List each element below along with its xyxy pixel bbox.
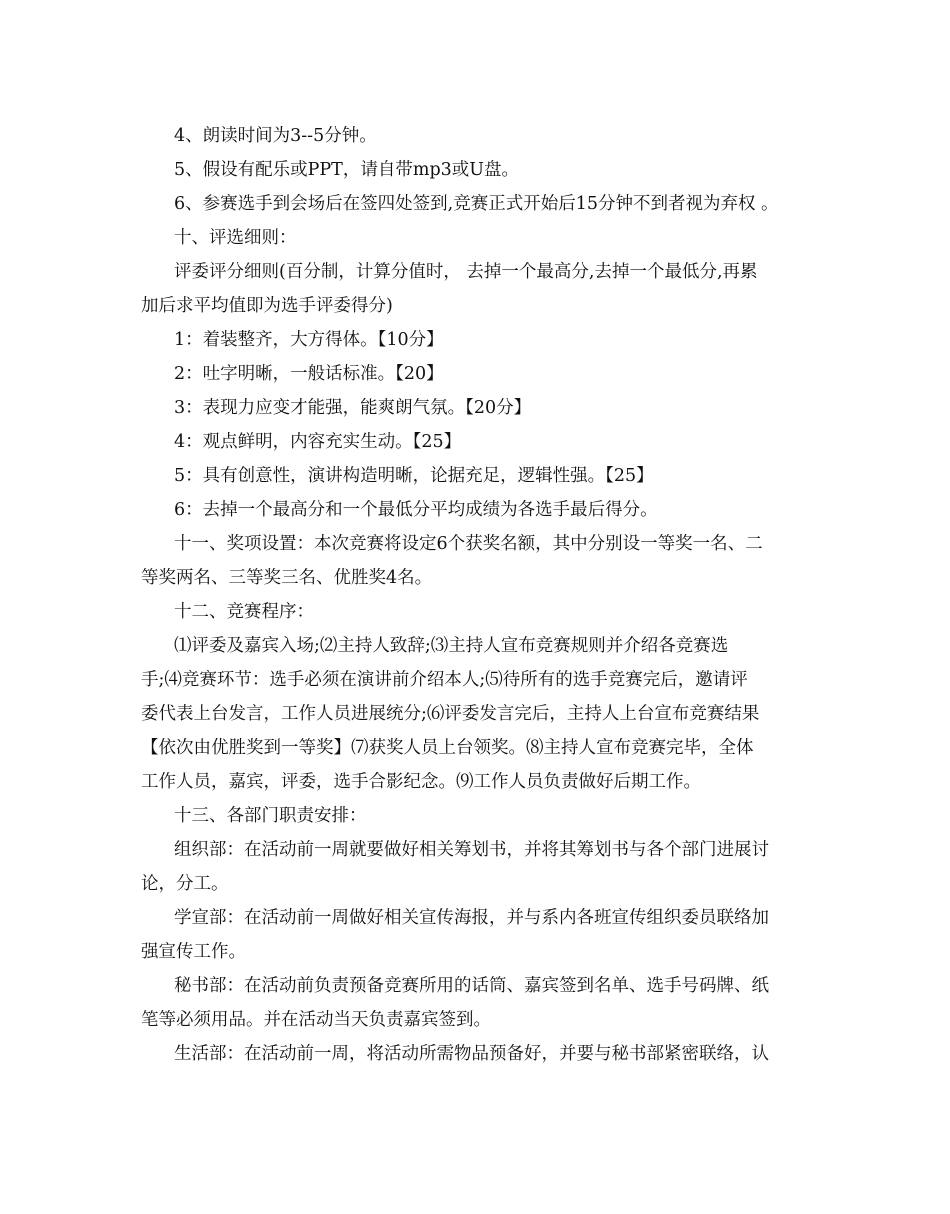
- list-item: 5：具有创意性，演讲构造明晰，论据充足，逻辑性强。【25】: [174, 466, 654, 486]
- list-item: 6：去掉一个最高分和一个最低分平均成绩为各选手最后得分。: [174, 500, 658, 520]
- section-heading: 十二、竞赛程序：: [174, 602, 314, 622]
- list-item: 1：着装整齐，大方得体。【10分】: [174, 330, 444, 350]
- text-line: 评委评分细则(百分制，计算分值时， 去掉一个最高分,去掉一个最低分,再累: [174, 262, 758, 282]
- text-line: 强宣传工作。: [141, 942, 246, 962]
- text-line: 组织部：在活动前一周就要做好相关筹划书，并将其筹划书与各个部门进展讨: [174, 840, 769, 860]
- section-heading: 十、评选细则：: [174, 228, 297, 248]
- text-line: 4、朗读时间为3--5分钟。: [174, 126, 377, 146]
- text-line: 工作人员，嘉宾，评委，选手合影纪念。⑼工作人员负责做好后期工作。: [141, 772, 701, 792]
- list-item: 2：吐字明晰，一般话标准。【20】: [174, 364, 444, 384]
- text-line: 生活部：在活动前一周，将活动所需物品预备好，并要与秘书部紧密联络，认: [174, 1044, 769, 1064]
- text-line: 秘书部：在活动前负责预备竞赛所用的话筒、嘉宾签到名单、选手号码牌、纸: [174, 976, 769, 996]
- text-line: 学宣部：在活动前一周做好相关宣传海报，并与系内各班宣传组织委员联络加: [174, 908, 769, 928]
- text-line: 6、参赛选手到会场后在签四处签到,竞赛正式开始后15分钟不到者视为弃权 。: [174, 194, 779, 214]
- list-item: 3：表现力应变才能强，能爽朗气氛。【20分】: [174, 398, 532, 418]
- text-line: 委代表上台发言，工作人员进展统分;⑹评委发言完后，主持人上台宣布竞赛结果: [141, 704, 760, 724]
- section-heading: 十一、奖项设置：本次竞赛将设定6个获奖名额，其中分别设一等奖一名、二: [174, 534, 763, 554]
- text-line: ⑴评委及嘉宾入场;⑵主持人致辞;⑶主持人宣布竞赛规则并介绍各竞赛选: [174, 636, 729, 656]
- text-line: 手;⑷竞赛环节：选手必须在演讲前介绍本人;⑸待所有的选手竞赛完后，邀请评: [141, 670, 748, 690]
- text-line: 论，分工。: [141, 874, 229, 894]
- text-line: 笔等必须用品。并在活动当天负责嘉宾签到。: [141, 1010, 491, 1030]
- text-line: 【依次由优胜奖到一等奖】⑺获奖人员上台领奖。⑻主持人宣布竞赛完毕，全体: [141, 738, 754, 758]
- text-line: 5、假设有配乐或PPT，请自带mp3或U盘。: [174, 160, 520, 180]
- text-line: 等奖两名、三等奖三名、优胜奖4名。: [141, 568, 433, 588]
- section-heading: 十三、各部门职责安排：: [174, 806, 367, 826]
- list-item: 4：观点鲜明，内容充实生动。【25】: [174, 432, 462, 452]
- text-line: 加后求平均值即为选手评委得分): [141, 296, 393, 316]
